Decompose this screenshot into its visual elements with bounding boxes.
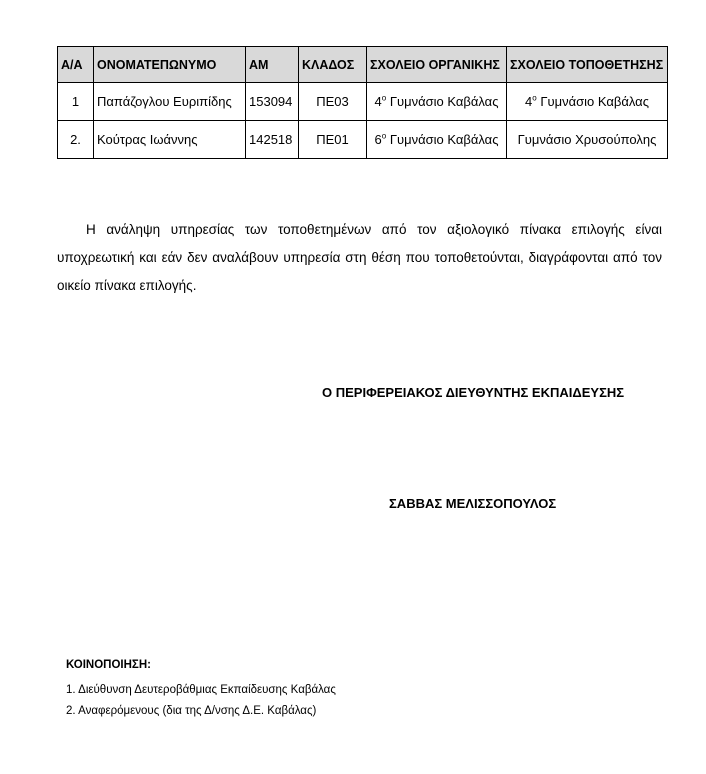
row-organiki-school <box>367 83 507 121</box>
row-klados: ΠΕ03 <box>299 83 367 121</box>
row-topothetisi-school <box>507 83 668 121</box>
signature-title: Ο ΠΕΡΙΦΕΡΕΙΑΚΟΣ ΔΙΕΥΘΥΝΤΗΣ ΕΚΠΑΙΔΕΥΣΗΣ <box>322 385 625 400</box>
body-paragraph: Η ανάληψη υπηρεσίας των τοποθετημένων από τον αξιολογικό πίνακα επιλογής είναι υποχρεωτική και εάν δεν αναλάβουν υπηρεσία στη θέση που τοποθετούνται, διαγράφονται από τον οικείο πίνακα επιλογής. <box>57 222 662 293</box>
column-header-klados: ΚΛΑΔΟΣ <box>299 47 367 83</box>
placements-table <box>57 46 668 159</box>
table-row <box>58 121 668 159</box>
row-organiki-school <box>367 121 507 159</box>
topothetisi-number: 4 <box>525 94 533 109</box>
row-topothetisi-school <box>507 121 668 159</box>
list-item: 1. Διεύθυνση Δευτεροβάθμιας Εκπαίδευσης Καβάλας <box>66 684 336 696</box>
row-aa: 2. <box>58 121 94 159</box>
row-name: Κούτρας Ιωάννης <box>94 121 246 159</box>
organiki-number: 6 <box>374 132 382 147</box>
column-header-organiki: ΣΧΟΛΕΙΟ ΟΡΓΑΝΙΚΗΣ <box>367 47 507 83</box>
signature-name: ΣΑΒΒΑΣ ΜΕΛΙΣΣΟΠΟΥΛΟΣ <box>389 496 557 511</box>
column-header-aa: Α/Α <box>58 47 94 83</box>
organiki-ordinal: ο <box>381 93 387 103</box>
distribution-heading: ΚΟΙΝΟΠΟΙΗΣΗ: <box>66 659 151 671</box>
row-am: 153094 <box>246 83 299 121</box>
column-header-name: ΟΝΟΜΑΤΕΠΩΝΥΜΟ <box>94 47 246 83</box>
topothetisi-name: Γυμνάσιο Καβάλας <box>536 94 649 109</box>
table-header-row <box>58 47 668 83</box>
distribution-list <box>66 682 336 724</box>
table-row <box>58 83 668 121</box>
row-name: Παπάζογλου Ευριπίδης <box>94 83 246 121</box>
organiki-number: 4 <box>374 94 382 109</box>
row-am: 142518 <box>246 121 299 159</box>
topothetisi-name: Γυμνάσιο Χρυσούπολης <box>517 132 657 147</box>
organiki-name: Γυμνάσιο Καβάλας <box>386 94 499 109</box>
organiki-name: Γυμνάσιο Καβάλας <box>386 132 499 147</box>
list-item: 2. Αναφερόμενους (δια της Δ/νσης Δ.Ε. Καβάλας) <box>66 705 317 717</box>
topothetisi-ordinal: ο <box>532 93 537 103</box>
organiki-ordinal: ο <box>381 131 387 141</box>
row-aa: 1 <box>58 83 94 121</box>
column-header-am: ΑΜ <box>246 47 299 83</box>
column-header-topothetisi: ΣΧΟΛΕΙΟ ΤΟΠΟΘΕΤΗΣΗΣ <box>507 47 668 83</box>
row-klados: ΠΕ01 <box>299 121 367 159</box>
